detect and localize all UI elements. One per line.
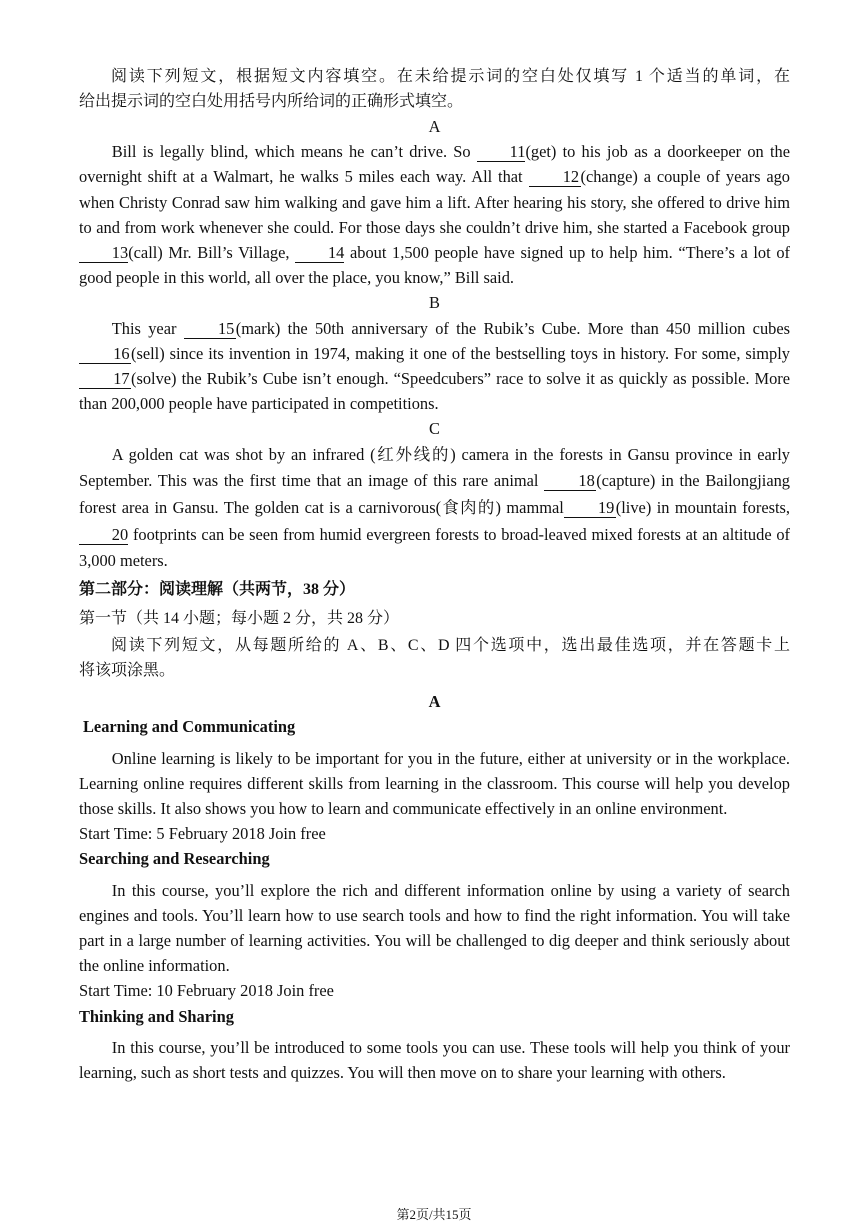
page-footer: 第2页/共15页 <box>396 1207 472 1222</box>
course3-title: Thinking and Sharing <box>79 1006 234 1026</box>
passage-a-label: A <box>428 117 441 136</box>
blank-14[interactable]: 14 <box>295 244 344 263</box>
blank-12[interactable]: 12 <box>529 168 581 187</box>
passage-a-text-1: Bill is legally blind, which means he can’t drive. So <box>111 142 471 162</box>
cloze-instructions-line2: 给出提示词的空白处用括号内所给词的正确形式填空。 <box>79 93 464 110</box>
passage-c-block <box>79 442 790 576</box>
course2-body: In this course, you’ll explore the rich and different information online by using a variety of search engines and tools. You’ll learn how to use search tools and how to find the right information. You will take part in a large number of learning activities. You will be challenged to dig deeper and think seriously about the online information. <box>79 880 790 976</box>
course1-title: Learning and Communicating <box>83 717 296 737</box>
blank-16[interactable]: 16 <box>79 345 131 364</box>
passage-c-text-1: A golden cat was shot by an infrared (红外线的) camera in the forests in Gansu province in early September. This was the first time that an image of this rare animal <box>79 444 790 491</box>
page-content <box>79 64 790 1085</box>
course1-start: Start Time: 5 February 2018 Join free <box>79 824 326 844</box>
passage-a-text-3: (change) a couple of years ago when Christy Conrad saw him walking and gave him a lift. After hearing his story, she offered to drive him to and from work whenever she could. For those days she couldn’t drive him, she started a Facebook group <box>79 167 791 237</box>
blank-17[interactable]: 17 <box>79 370 131 389</box>
cloze-instructions-line1: 阅读下列短文，根据短文内容填空。在未给提示词的空白处仅填写 1 个适当的单词，在 <box>111 68 790 85</box>
blank-13[interactable]: 13 <box>79 244 128 263</box>
passage-a-text <box>79 139 790 290</box>
passage-a-text-2: (get) to his job as a doorkeeper on the overnight shift at a Walmart, he walks 5 miles each way. All that <box>79 142 790 187</box>
passage-b-label: B <box>429 293 440 313</box>
course2-title: Searching and Researching <box>79 849 270 869</box>
passage-b-text-2: (mark) the 50th anniversary of the Rubik’s Cube. More than 450 million cubes <box>235 318 790 338</box>
passage-b-text-3: (sell) since its invention in 1974, making it one of the bestselling toys in history. For some, simply <box>131 343 790 363</box>
reading-a-label: A <box>428 692 441 712</box>
blank-18[interactable]: 18 <box>544 472 596 491</box>
section1-heading: 第一节（共 14 小题；每小题 2 分，共 28 分） <box>79 610 400 628</box>
passage-b-text-1: This year <box>111 318 177 338</box>
passage-c-text-3: (live) in mountain forests, <box>615 498 790 518</box>
blank-20[interactable]: 20 <box>79 526 128 545</box>
part2-heading: 第二部分：阅读理解（共两节，38 分） <box>79 581 356 599</box>
course2-start: Start Time: 10 February 2018 Join free <box>79 981 334 1001</box>
passage-c-text-2: (capture) in the Bailongjiang forest area in Gansu. The golden cat is a carnivorous(食肉的) mammal <box>79 471 790 518</box>
course1-body: Online learning is likely to be important for you in the future, either at university or in the workplace. Learning online requires different skills from learning in the classroom. This course will help you develop those skills. It also shows you how to learn and communicate effectively in an online environment. <box>79 748 790 818</box>
passage-a-text-4: (call) Mr. Bill’s Village, <box>128 243 290 263</box>
passage-c-text-4: footprints can be seen from humid evergreen forests to broad-leaved mixed forests at an altitude of 3,000 meters. <box>79 524 790 571</box>
blank-15[interactable]: 15 <box>184 320 236 339</box>
reading-instructions-line1: 阅读下列短文，从每题所给的 A、B、C、D 四个选项中，选出最佳选项，并在答题卡上 <box>111 637 790 655</box>
blank-11[interactable]: 11 <box>477 143 526 162</box>
passage-c-text <box>79 442 790 576</box>
passage-a-text-5: about 1,500 people have signed up to help him. “There’s a lot of good people in this world, all over the place, you know,” Bill said. <box>79 243 790 288</box>
passage-b-text <box>79 316 790 417</box>
passage-c-label: C <box>429 419 440 439</box>
blank-19[interactable]: 19 <box>564 499 616 518</box>
passage-b-text-4: (solve) the Rubik’s Cube isn’t enough. “Speedcubers” race to solve it as quickly as possible. More than 200,000 people have participated in competitions. <box>79 369 790 414</box>
course3-body: In this course, you’ll be introduced to some tools you can use. These tools will help you think of your learning, such as short tests and quizzes. You will then move on to share your learning with others. <box>79 1037 790 1082</box>
reading-instructions-line2: 将该项涂黑。 <box>79 662 176 680</box>
